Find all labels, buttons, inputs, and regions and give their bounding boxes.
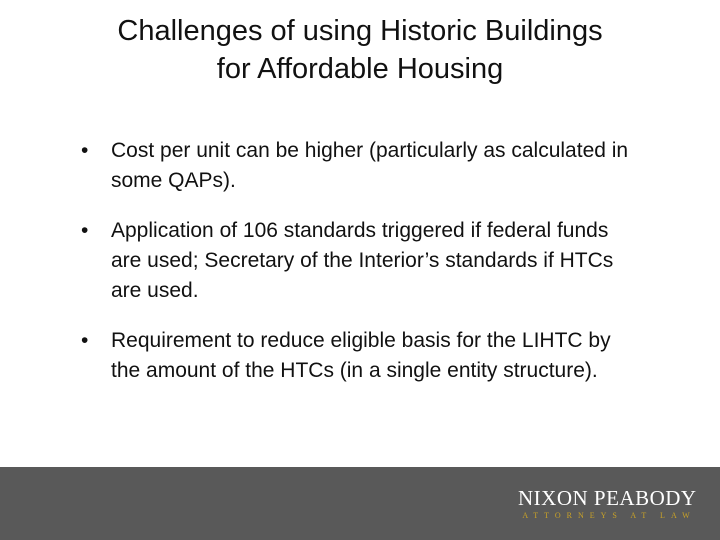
bullet-item-standards (78, 216, 638, 306)
bullet-item-cost (78, 136, 638, 196)
slide-title (40, 12, 680, 88)
bullet-dot: • (81, 219, 89, 242)
bullet-dot: • (81, 139, 89, 162)
slide-title-line-2: for Affordable Housing (216, 53, 504, 85)
bullet-text: Requirement to reduce eligible basis for the LIHTC by the amount of the HTCs (in a single entity structure). (111, 329, 611, 382)
bullet-text: Application of 106 standards triggered if federal funds are used; Secretary of the Interior’s standards if HTCs are used. (111, 219, 614, 302)
bullet-dot: • (81, 329, 89, 352)
bullet-list (78, 136, 638, 406)
bullet-text: Cost per unit can be higher (particularly as calculated in some QAPs). (111, 139, 629, 192)
nixon-peabody-logo (518, 486, 697, 522)
slide-title-line-1: Challenges of using Historic Buildings (117, 15, 603, 47)
logo-tagline: ATTORNEYS AT LAW (522, 511, 696, 520)
footer-bar (0, 467, 720, 540)
bullet-item-eligible-basis (78, 326, 638, 386)
logo-name: NIXON PEABODY (518, 486, 697, 510)
